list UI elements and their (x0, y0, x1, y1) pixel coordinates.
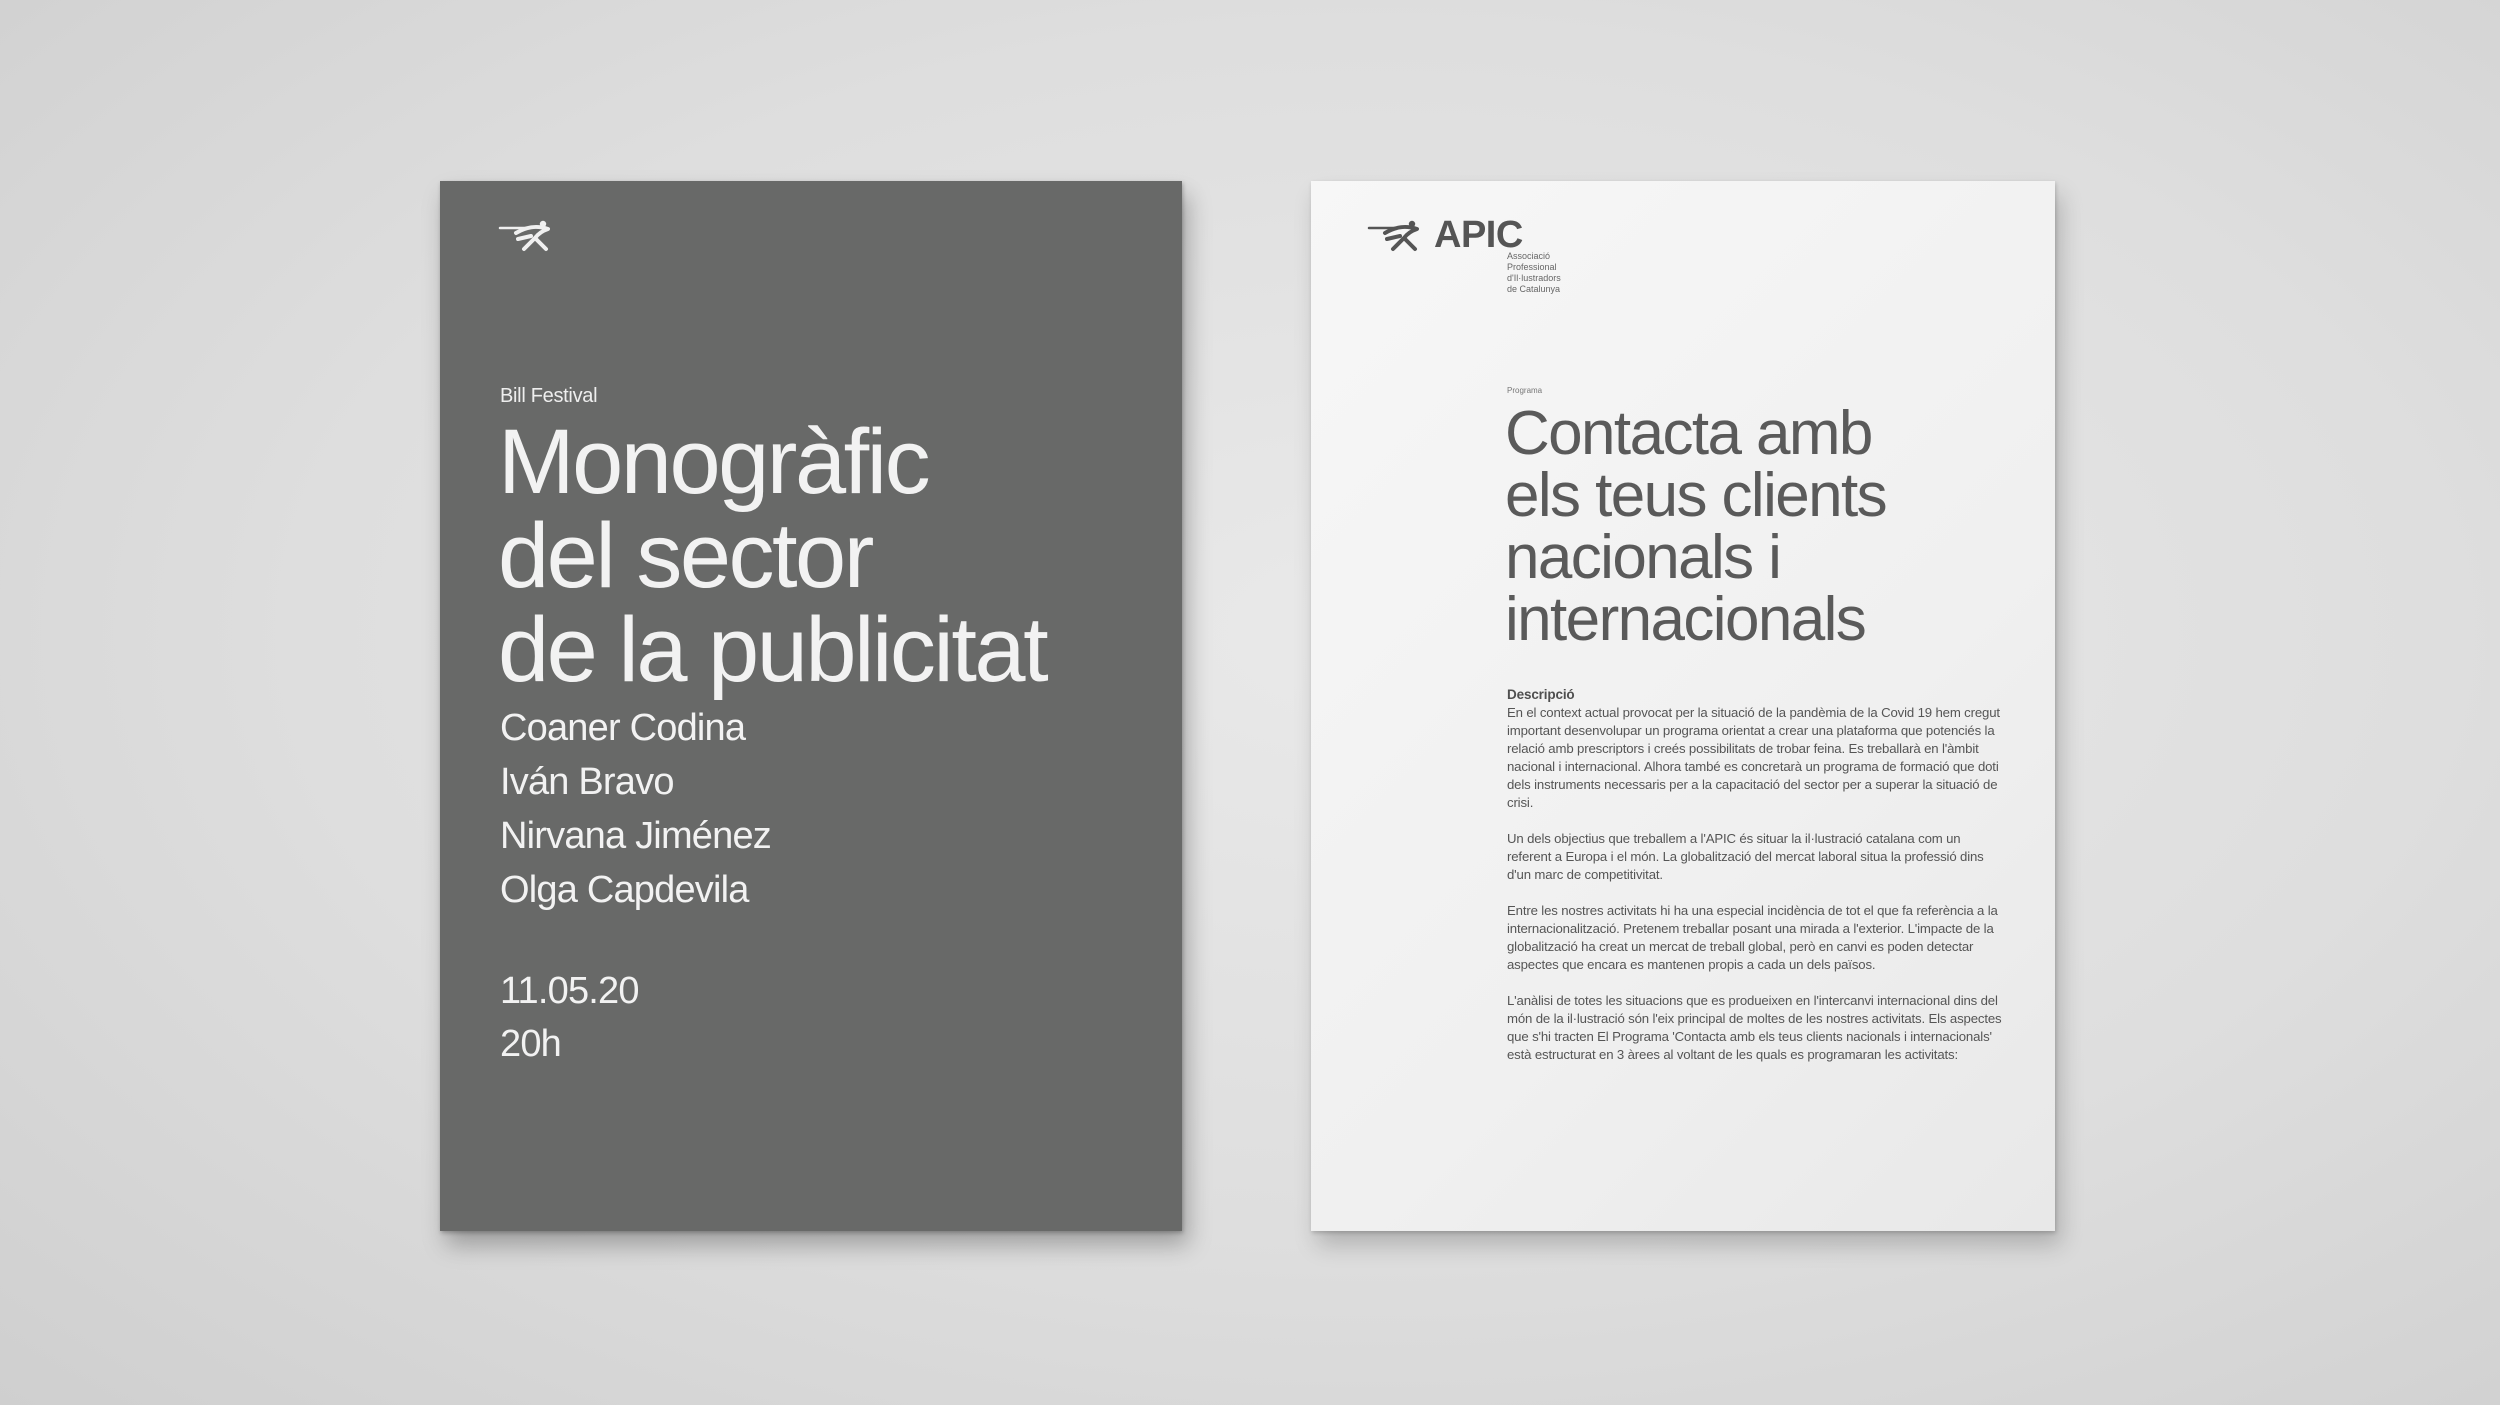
brand-subtitle-line: de Catalunya (1507, 284, 1561, 294)
body-paragraph: L'anàlisi de totes les situacions que es produeixen en l'intercanvi internacional dins del món de la il·lustració són l'eix principal de moltes de les nostres activitats. Els aspectes que s'hi tracten El Programa 'Contacta amb els teus clients nacionals i internacionals' està estructurat en 3 àrees al voltant de les quals es programaran les activitats: (1507, 993, 2002, 1062)
apic-runner-icon (1367, 219, 1431, 255)
document-sheet (1311, 181, 2055, 1231)
brand-subtitle-line: Professional (1507, 262, 1557, 272)
brand-subtitle (1507, 251, 1561, 295)
speaker-name: Coaner Codina (500, 707, 746, 749)
poster-sheet (440, 181, 1182, 1231)
speaker-list (500, 701, 771, 917)
poster-title-line: de la publicitat (498, 599, 1047, 701)
event-kicker: Bill Festival (500, 385, 598, 407)
document-title-line: Contacta amb (1505, 399, 1872, 468)
body-paragraph: En el context actual provocat per la situació de la pandèmia de la Covid 19 hem cregut important desenvolupar un programa orientat a crear una plataforma que potenciés la relació amb prescriptors i creés possibilitats de trobar feina. Es treballarà en l'àmbit nacional i internacional. Alhora també es concretarà un programa de formació que doti dels instruments necessaris per a la capacitació del sector per a superar la situació de crisi. (1507, 705, 2000, 810)
poster-title-line: del sector (498, 505, 872, 607)
body-paragraph: Un dels objectius que treballem a l'APIC és situar la il·lustració catalana com un referent a Europa i el món. La globalització del mercat laboral situa la professió dins d'un marc de competitivitat. (1507, 831, 1984, 882)
document-title (1505, 399, 2025, 654)
document-title-line: els teus clients (1505, 461, 1887, 530)
section-label: Programa (1507, 386, 1543, 395)
speaker-name: Nirvana Jiménez (500, 815, 771, 857)
poster-title-line: Monogràfic (498, 411, 929, 513)
brand-name: APIC (1434, 214, 1523, 256)
document-body (1507, 686, 2007, 1082)
apic-runner-icon (498, 219, 562, 255)
speaker-name: Olga Capdevila (500, 869, 749, 911)
event-time: 20h (500, 1023, 562, 1065)
speaker-name: Iván Bravo (500, 761, 674, 803)
description-heading: Descripció (1507, 687, 1575, 702)
brand-subtitle-line: d'Il·lustradors (1507, 273, 1561, 283)
event-date: 11.05.20 (500, 970, 639, 1012)
poster-title (498, 411, 1168, 701)
document-title-line: internacionals (1505, 585, 1866, 654)
document-title-line: nacionals i (1505, 523, 1781, 592)
brand-subtitle-line: Associació (1507, 251, 1551, 261)
body-paragraph: Entre les nostres activitats hi ha una especial incidència de tot el que fa referència a la internacionalització. Pretenem treballar posant una mirada a l'exterior. L'impacte de la globalització ha creat un mercat de treball global, però en canvi es poden detectar aspectes que encara es mantenen propis a cada un dels països. (1507, 903, 1998, 972)
